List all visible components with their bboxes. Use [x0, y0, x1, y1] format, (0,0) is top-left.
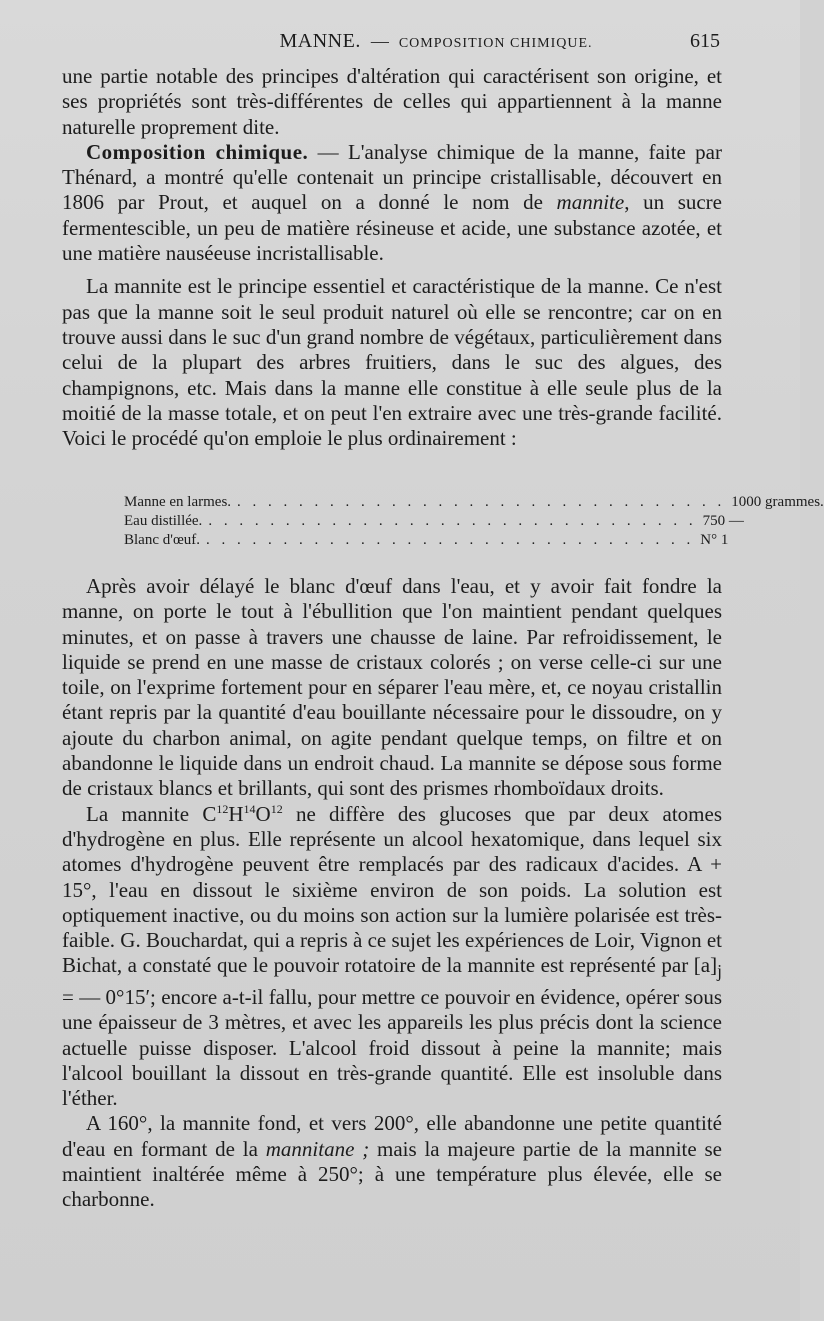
paragraph-procedure: Après avoir délayé le blanc d'œuf dans l'eau, et y avoir fait fondre la manne, on porte le tout à l'ébullition que l'on maintient pendant quelques minutes, et on passe à travers une chausse de laine. Par refroidissement, le liquide se prend en une masse de cristaux colorés ; on verse celle-ci sur une toile, on l'exprime fortement pour en séparer l'eau mère, et, ce noyau cristallin étant repris par la quantité d'eau bouillante nécessaire pour le dissoudre, on y ajoute du charbon animal, on agite pendant quelque temps, on filtre et on abandonne le liquide dans un endroit chaud. La mannite se dépose sous forme de cristaux blancs et brillants, qui sont des prismes rhomboïdaux droits.	[62, 574, 722, 801]
italic-term: mannite	[556, 190, 625, 215]
ingredient-quantity: N° 1	[700, 532, 729, 548]
paragraph-melting	[62, 1111, 722, 1212]
paragraph-text: La mannite C	[86, 801, 217, 826]
recipe-row	[124, 493, 824, 512]
leader-dots: . . . . . . . . . . . . . . . . . . . . . . . . . . . . . . . .	[237, 494, 726, 510]
leader-dots: . . . . . . . . . . . . . . . . . . . . . . . . . . . . . . . .	[208, 513, 697, 529]
header-dash: —	[370, 31, 389, 51]
paragraph-text: mais la majeure partie de la mannite se maintient inaltérée même à 250°; à une température plus élevée, elle se charbonne.	[62, 1136, 722, 1212]
paragraph-text: ne diffère des glucoses que par deux atomes d'hydrogène en plus. Elle représente un alcool hexatomique, dans lequel six atomes d'hydrogène peuvent être remplacés par des radicaux d'acides. A + 15°, l'eau en dissout le sixième environ de son poids. La solution est optiquement inactive, ou du moins son action sur la lumière polarisée est très-faible. G. Bouchardat, qui a repris à ce sujet les expériences de Loir, Vignon et Bichat, a constaté que le pouvoir rotatoire de la mannite est représenté par [a]	[62, 801, 722, 978]
leader-dots: . . . . . . . . . . . . . . . . . . . . . . . . . . . . . . . .	[206, 532, 695, 548]
ingredient-name: Eau distillée.	[124, 513, 203, 529]
paragraph-text: = — 0°15′; encore a-t-il fallu, pour mettre ce pouvoir en évidence, opérer sous une épaisseur de 3 mètres, et avec les appareils les plus précis dont la science actuelle puisse disposer. L'alcool froid dissout à peine la mannite; mais l'alcool bouillant la dissout en très-grande quantité. Elle est insoluble dans l'éther.	[62, 984, 722, 1111]
ingredient-quantity: 750 —	[702, 513, 744, 529]
running-header	[62, 30, 720, 53]
formula-superscript: 14	[243, 801, 256, 816]
paragraph-text: — L'analyse chimique de la manne, faite par Thénard, a montré qu'elle contenait un principe cristallisable, découvert en 1806 par Prout, et auquel on a donné le nom de	[62, 139, 722, 215]
recipe-table	[124, 493, 824, 550]
ingredient-quantity: 1000 grammes.	[731, 494, 824, 510]
paragraph-composition	[62, 140, 722, 266]
paragraph-continuation: une partie notable des principes d'altération qui caractérisent son origine, et ses propriétés sont très-différentes de celles qui appartiennent à la manne naturelle proprement dite.	[62, 64, 722, 139]
recipe-row	[124, 512, 744, 531]
formula-subscript: j	[717, 961, 722, 982]
text-block-lower	[62, 574, 722, 1213]
paragraph-text: A 160°, la mannite fond, et vers 200°, elle abandonne une petite quantité d'eau en formant de la	[62, 1111, 722, 1161]
recipe-row	[124, 531, 729, 550]
paragraph-text: , un sucre fermentescible, un peu de matière résineuse et acide, une substance azotée, et une matière nauséeuse incristallisable.	[62, 190, 722, 266]
ingredient-name: Manne en larmes.	[124, 494, 232, 510]
italic-term: mannitane ;	[265, 1136, 370, 1161]
paragraph-mannite: La mannite est le principe essentiel et caractéristique de la manne. Ce n'est pas que la manne soit le seul produit naturel où elle se rencontre; car on en trouve aussi dans le suc d'un grand nombre de végétaux, particulièrement dans celui de la plupart des arbres fruitiers, dans le suc des algues, des champignons, etc. Mais dans la manne elle constitue à elle seule plus de la moitié de la masse totale, et on peut l'en extraire avec une très-grande facilité. Voici le procédé qu'on emploie le plus ordinairement :	[62, 274, 722, 451]
header-title: MANNE.	[279, 30, 361, 52]
page-number: 615	[690, 30, 720, 52]
running-title	[62, 30, 690, 53]
paragraph-formula	[62, 802, 722, 1112]
paragraph-text: H	[228, 801, 244, 826]
paragraph-text: O	[255, 801, 271, 826]
text-block-upper	[62, 64, 722, 451]
ingredient-name: Blanc d'œuf.	[124, 532, 201, 548]
formula-superscript: 12	[216, 801, 229, 816]
formula-superscript: 12	[270, 801, 283, 816]
section-heading: Composition chimique.	[86, 139, 309, 164]
header-subtitle: COMPOSITION CHIMIQUE.	[398, 36, 593, 51]
